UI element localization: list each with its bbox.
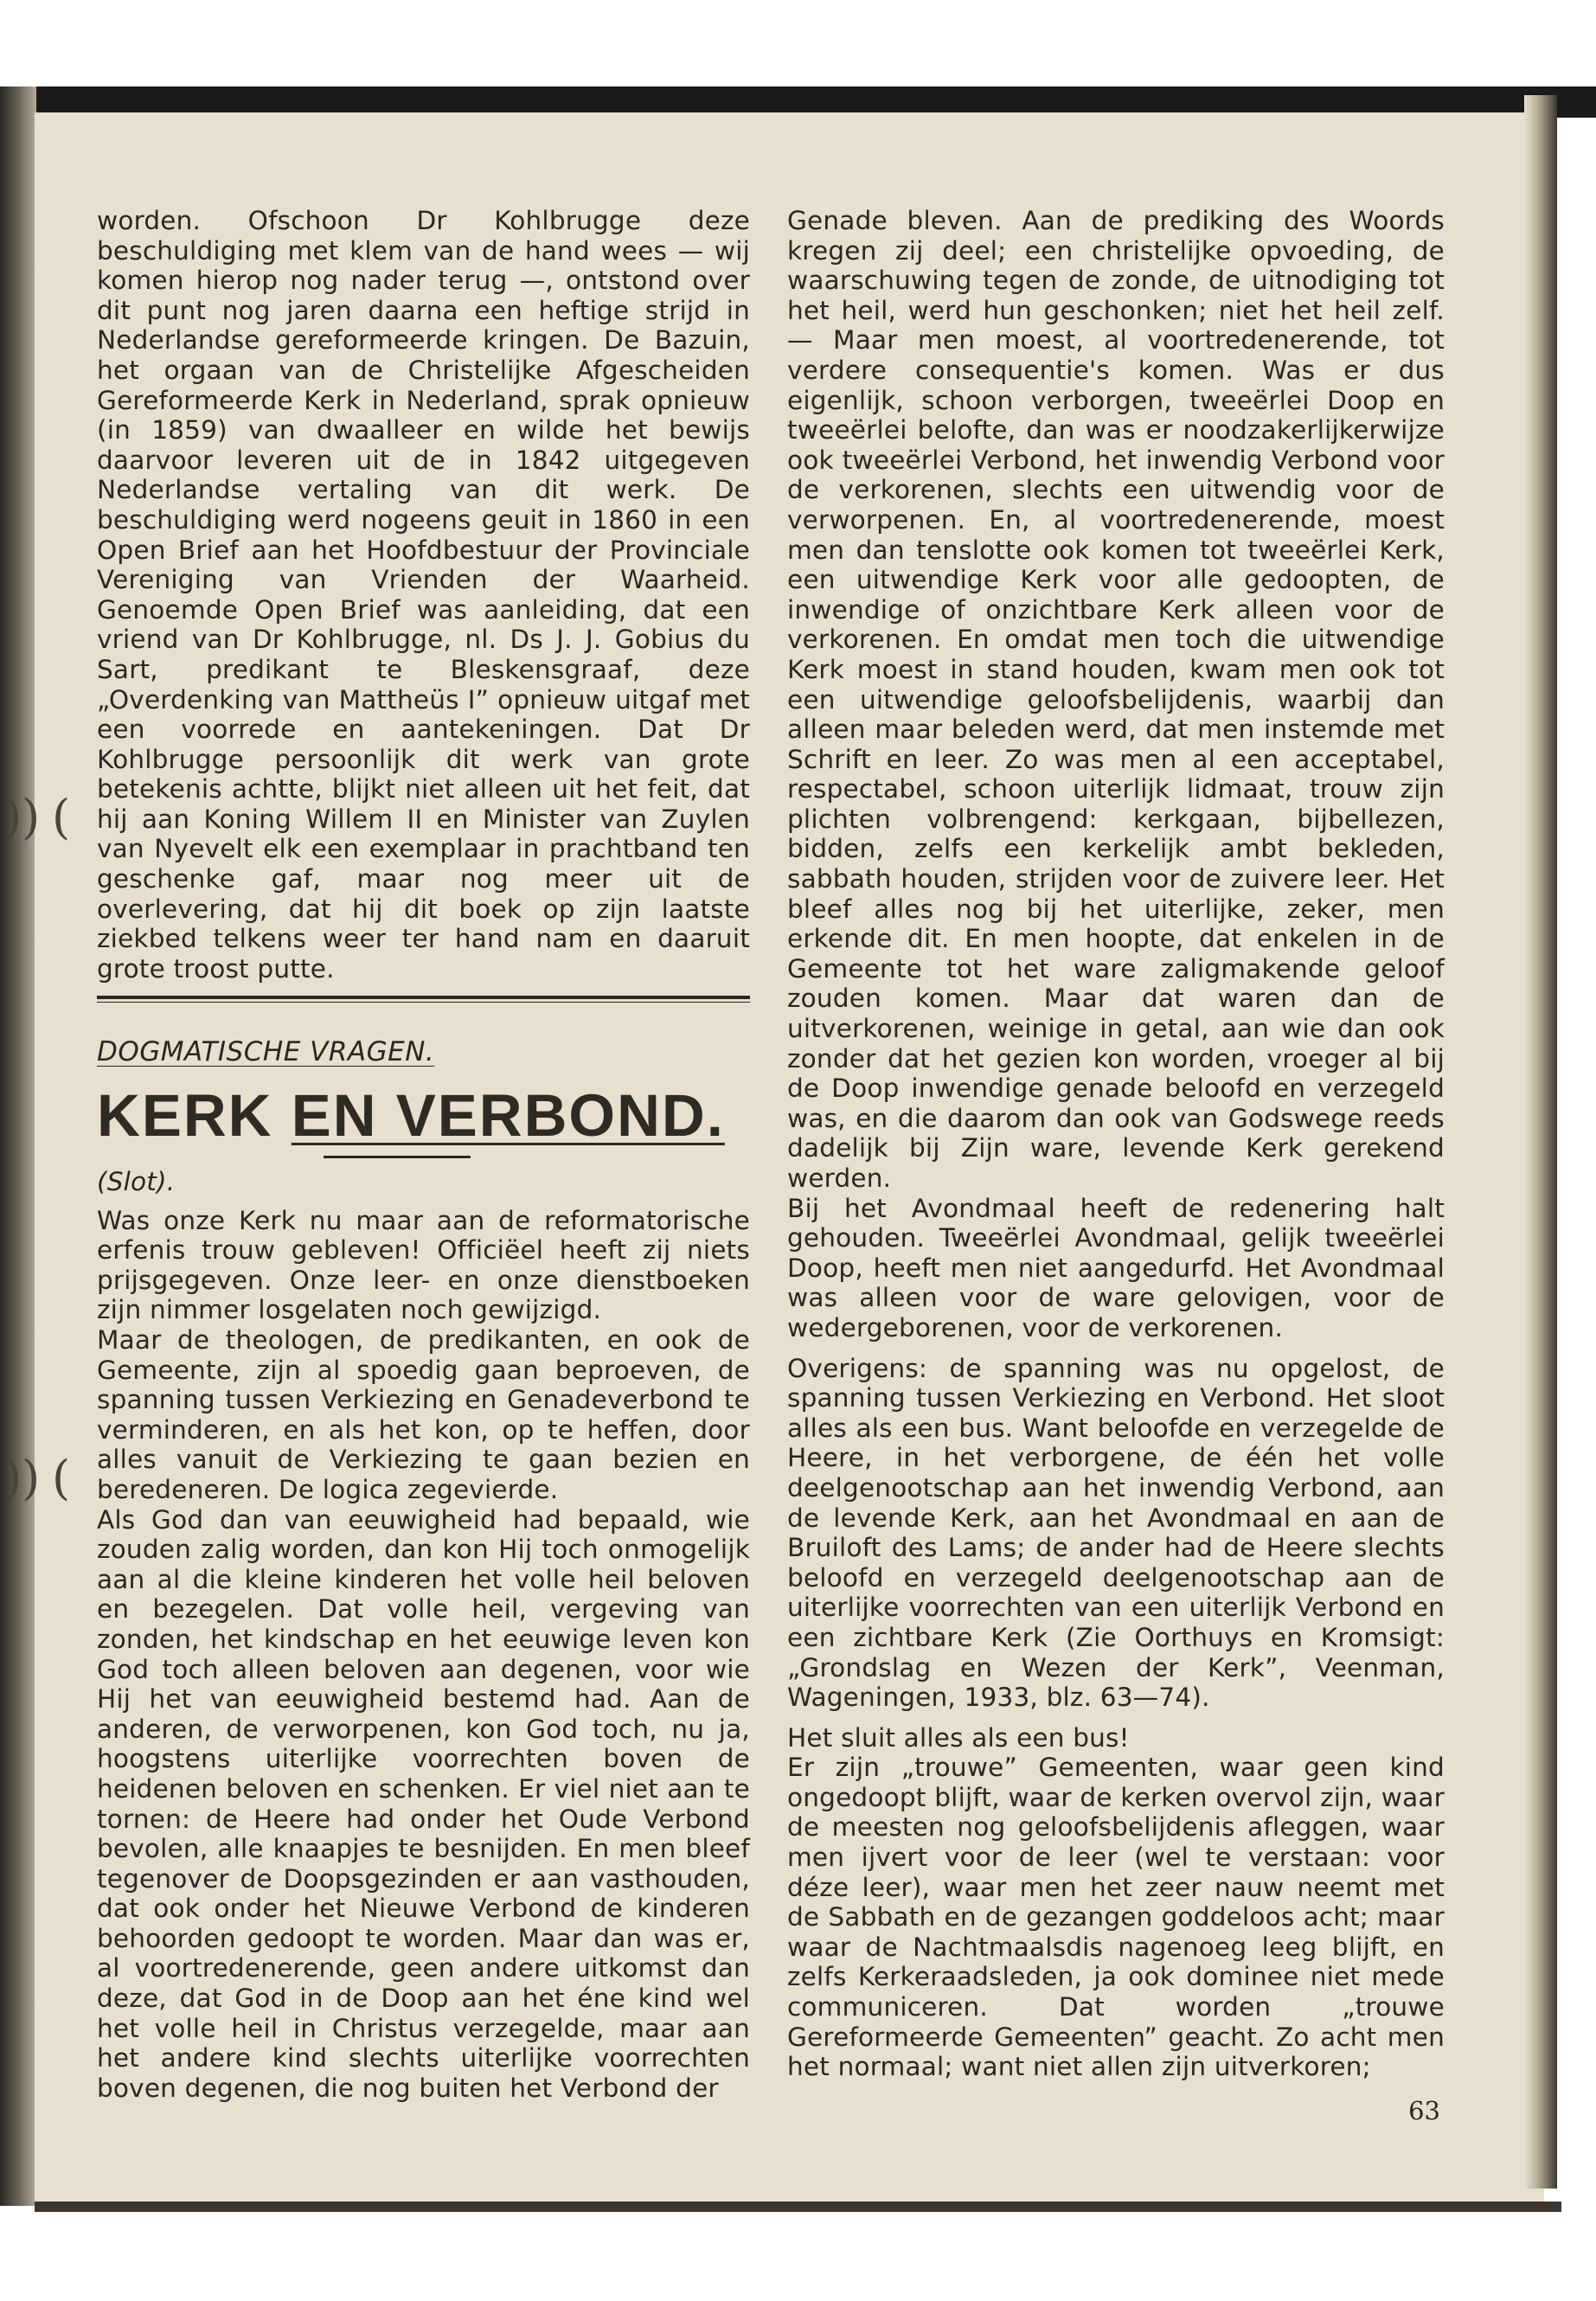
page-number: 63 — [1408, 2096, 1440, 2125]
article-subtitle: (Slot). — [97, 1167, 176, 1197]
body-paragraph: Overigens: de spanning was nu opgelost, de spanning tussen Verkiezing en Verbond. Het sloot alles als een bus. Want beloofde en verzegelde de Heere, in het verborgene, de één het volle deelgenootschap aan het inwendig Verbond, aan de levende Kerk, aan het Avondmaal en aan de Bruiloft des Lams; de ander had de Heere slechts beloofd en verzegeld deelgenootschap aan de uiterlijke voorrechten van een uiterlijk Verbond en een zichtbare Kerk (Zie Oorthuys en Kromsigt: „Grondslag en Wezen der Kerk”, Veenman, Wageningen, 1933, blz. 63—74). — [787, 1353, 1445, 1713]
body-paragraph: Bij het Avondmaal heeft de redenering halt gehouden. Tweeërlei Avondmaal, gelijk tweeërlei Doop, heeft men niet aangedurfd. Het Avondmaal was alleen voor de ware gelovigen, voor de wedergeborenen, voor de verkorenen. — [787, 1193, 1445, 1343]
body-paragraph: Als God dan van eeuwigheid had bepaald, wie zouden zalig worden, dan kon Hij toch onmogelijk aan al die kleine kinderen het volle heil beloven en bezegelen. Dat volle heil, vergeving van zonden, het kindschap en het eeuwige leven kon God toch alleen beloven aan degenen, voor wie Hij het van eeuwigheid bestemd had. Aan de anderen, de verworpenen, kon God toch, nu ja, hoogstens uiterlijke voorrechten boven de heidenen beloven en schenken. Er viel niet aan te tornen: de Heere had onder het Oude Verbond bevolen, alle knaapjes te besnijden. En men bleef tegenover de Doopsgezinden er aan vasthouden, dat ook onder het Nieuwe Verbond de kinderen behoorden gedoopt te worden. Maar dan was er, al voortredenerende, geen andere uitkomst dan deze, dat God in de Doop aan het éne kind wel het volle heil in Christus verzegelde, maar aan het andere kind slechts uiterlijke voorrechten boven degenen, die nog buiten het Verbond der — [97, 1504, 750, 2103]
margin-mark: )) — [3, 790, 41, 844]
margin-mark: ( — [52, 790, 71, 844]
body-paragraph: Genade bleven. Aan de prediking des Woords kregen zij deel; een christelijke opvoeding, de waarschuwing tegen de zonde, de uitnodiging tot het heil, werd hun geschonken; niet het heil zelf. — Maar men moest, al voortredenerende, tot verdere consequentie's komen. Was er dus eigenlijk, schoon verborgen, tweeërlei Doop en tweeërlei belofte, dan was er noodzakerlijkerwijze ook tweeërlei Verbond, het inwendig Verbond voor de verkorenen, slechts een uitwendig voor de verworpenen. En, al voortredenerende, moest men dan tenslotte ook komen tot tweeërlei Kerk, een uitwendige Kerk voor alle gedoopten, de inwendige of onzichtbare Kerk alleen voor de verkorenen. En omdat men toch die uitwendige Kerk moest in stand houden, kwam men ook tot een uitwendige geloofsbelijdenis, waarbij dan alleen maar beleden werd, dat men instemde met Schrift en leer. Zo was men al een acceptabel, respectabel, schoon uiterlijk lidmaat, trouw zijn plichten volbrengend: kerkgaan, bijbellezen, bidden, zelfs een kerkelijk ambt bekleden, sabbath houden, strijden voor de zuivere leer. Het bleef alles nog bij het uiterlijke, zeker, men erkende dit. En men hoopte, dat enkelen in de Gemeente tot het ware zaligmakende geloof zouden komen. Maar dat waren dan de uitverkorenen, weinige in getal, aan wie dan ook zonder dat het gezien kon worden, vroeger al bij de Doop inwendige genade beloofd en verzegeld was, en die daarom dan ook van Godswege reeds dadelijk bij Zijn ware, levende Kerk gerekend werden. — [787, 206, 1445, 1193]
left-column — [97, 206, 750, 2103]
body-paragraph: Het sluit alles als een bus! — [787, 1722, 1130, 1753]
section-divider-thin — [97, 1002, 750, 1003]
book-spine-edge — [1524, 95, 1557, 2189]
title-part: KERK — [97, 1082, 292, 1150]
article-title — [97, 1083, 750, 1149]
body-paragraph: Maar de theologen, de predikanten, en ook de Gemeente, zijn al spoedig gaan beproeven, de spanning tussen Verkiezing en Genadeverbond te verminderen, en als het kon, op te heffen, door alles vanuit de Verkiezing te gaan bezien en beredeneren. De logica zegevierde. — [97, 1325, 750, 1504]
right-column — [787, 206, 1445, 2082]
body-paragraph: Was onze Kerk nu maar aan de reformatorische erfenis trouw gebleven! Officiëel heeft zij niets prijsgegeven. Onze leer- en onze dienstboeken zijn nimmer losgelaten noch gewijzigd. — [97, 1205, 750, 1325]
scanner-edge-left — [0, 87, 36, 2206]
section-kicker: DOGMATISCHE VRAGEN. — [97, 1036, 435, 1068]
title-rule — [324, 1156, 471, 1158]
title-part-underlined: EN VERBOND. — [291, 1082, 725, 1150]
body-paragraph: Er zijn „trouwe” Gemeenten, waar geen kind ongedoopt blijft, waar de kerken overvol zijn, waar de meesten nog geloofsbelijdenis afleggen, waar men ijvert voor de leer (wel te verstaan: voor déze leer), waar men het zeer nauw neemt met de Sabbath en de gezangen goddeloos acht; maar waar de Nachtmaalsdis nagenoeg leeg blijft, en zelfs Kerkeraadsleden, ja ook dominee niet mede communiceren. Dat worden „trouwe Gereformeerde Gemeenten” geacht. Zo acht men het normaal; want niet allen zijn uitverkoren; — [787, 1753, 1445, 2082]
section-divider-thick — [97, 996, 750, 999]
margin-mark: ( — [52, 1451, 71, 1505]
scanner-edge-bottom — [35, 2202, 1561, 2212]
intro-paragraph: worden. Ofschoon Dr Kohlbrugge deze beschuldiging met klem van de hand wees — wij komen hierop nog nader terug —, ontstond over dit punt nog jaren daarna een heftige strijd in Nederlandse gereformeerde kringen. De Bazuin, het orgaan van de Christelijke Afgescheiden Gereformeerde Kerk in Nederland, sprak opnieuw (in 1859) van dwaalleer en wilde het bewijs daarvoor leveren uit de in 1842 uitgegeven Nederlandse vertaling van dit werk. De beschuldiging werd nogeens geuit in 1860 in een Open Brief aan het Hoofdbestuur der Provinciale Vereniging van Vrienden der Waarheid. Genoemde Open Brief was aanleiding, dat een vriend van Dr Kohlbrugge, nl. Ds J. J. Gobius du Sart, predikant te Bleskensgraaf, deze „Overdenking van Mattheüs I” opnieuw uitgaf met een voorrede en aantekeningen. Dat Dr Kohlbrugge persoonlijk dit werk van grote betekenis achtte, blijkt niet alleen uit het feit, dat hij aan Koning Willem II en Minister van Zuylen van Nyevelt elk een exemplaar in prachtband ten geschenke gaf, maar nog meer uit de overlevering, dat hij dit boek op zijn laatste ziekbed telkens weer ter hand nam en daaruit grote troost putte. — [97, 206, 750, 984]
margin-mark: )) — [3, 1451, 41, 1505]
